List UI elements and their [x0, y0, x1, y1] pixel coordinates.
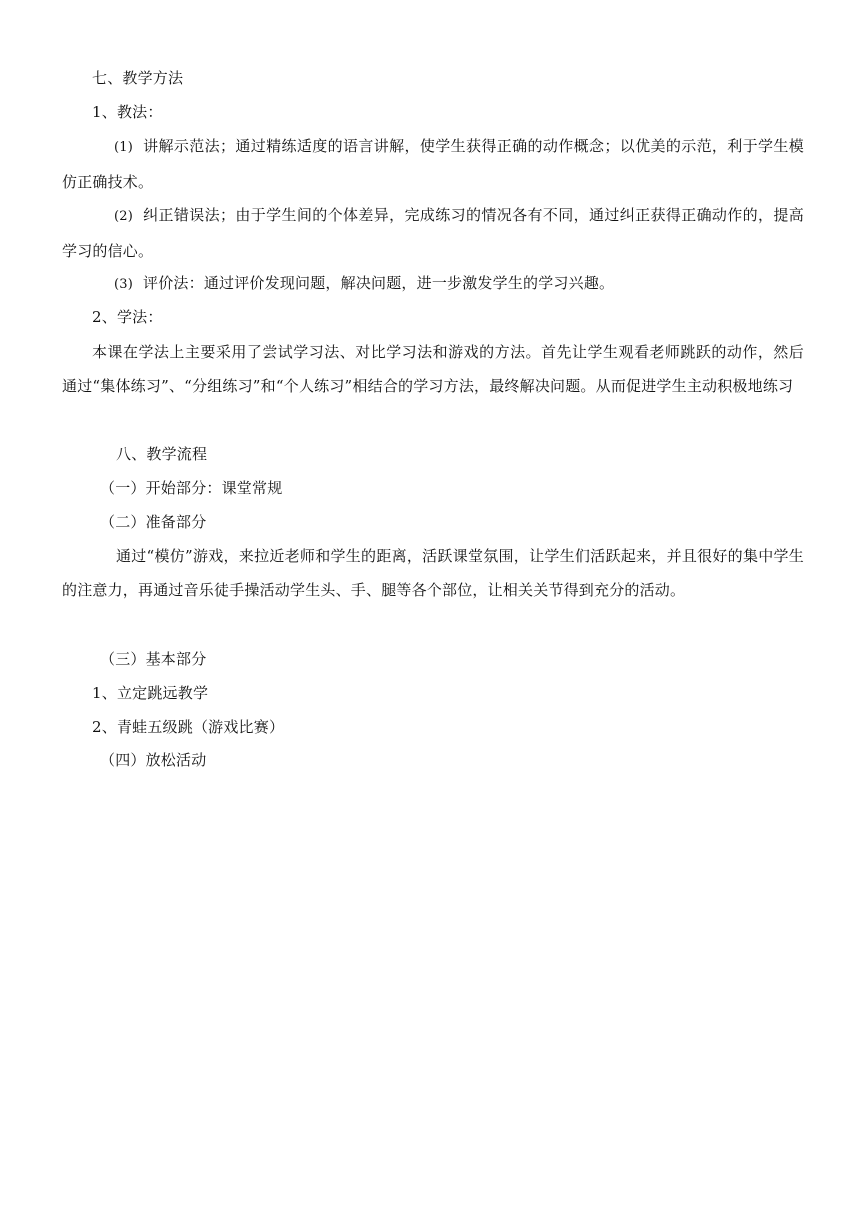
- learning-methods-paragraph: 本课在学法上主要采用了尝试学习法、对比学习法和游戏的方法。首先让学生观看老师跳跃的动作，然后通过“集体练习”、“分组练习”和“个人练习”相结合的学习方法，最终解决问题。从而促进学生主动积极地练习: [62, 343, 804, 395]
- item-text: 评价法：通过评价发现问题，解决问题，进一步激发学生的学习兴趣。: [143, 274, 615, 292]
- relaxation-part-heading: （四）放松活动: [100, 751, 207, 769]
- basic-part-item-2: 2、青蛙五级跳（游戏比赛）: [92, 718, 285, 736]
- preparation-paragraph: 通过“模仿”游戏，来拉近老师和学生的距离，活跃课堂氛围，让学生们活跃起来，并且很好的集中学生的注意力，再通过音乐徒手操活动学生头、手、腿等各个部位，让相关关节得到充分的活动。: [62, 547, 804, 599]
- item-number: (3): [114, 277, 134, 292]
- item-text: 讲解示范法；通过精练适度的语言讲解，使学生获得正确的动作概念；以优美的示范，利于学生模仿正确技术。: [62, 137, 804, 191]
- basic-part-heading: （三）基本部分: [100, 650, 207, 668]
- item-number: (2): [114, 209, 134, 224]
- teaching-methods-label: 1、教法：: [92, 103, 163, 121]
- start-part-heading: （一）开始部分：课堂常规: [100, 479, 283, 497]
- section8-heading: 八、教学流程: [116, 445, 208, 463]
- item-number: (1): [114, 140, 134, 155]
- learning-methods-label: 2、学法：: [92, 308, 163, 326]
- basic-part-item-1: 1、立定跳远教学: [92, 684, 209, 702]
- section7-heading: 七、教学方法: [92, 69, 184, 87]
- preparation-part-heading: （二）准备部分: [100, 513, 207, 531]
- teaching-method-item-2: [62, 198, 804, 268]
- item-text: 纠正错误法；由于学生间的个体差异，完成练习的情况各有不同，通过纠正获得正确动作的，提高学习的信心。: [62, 206, 804, 260]
- teaching-method-item-1: [62, 129, 804, 199]
- teaching-method-item-3: [62, 266, 804, 302]
